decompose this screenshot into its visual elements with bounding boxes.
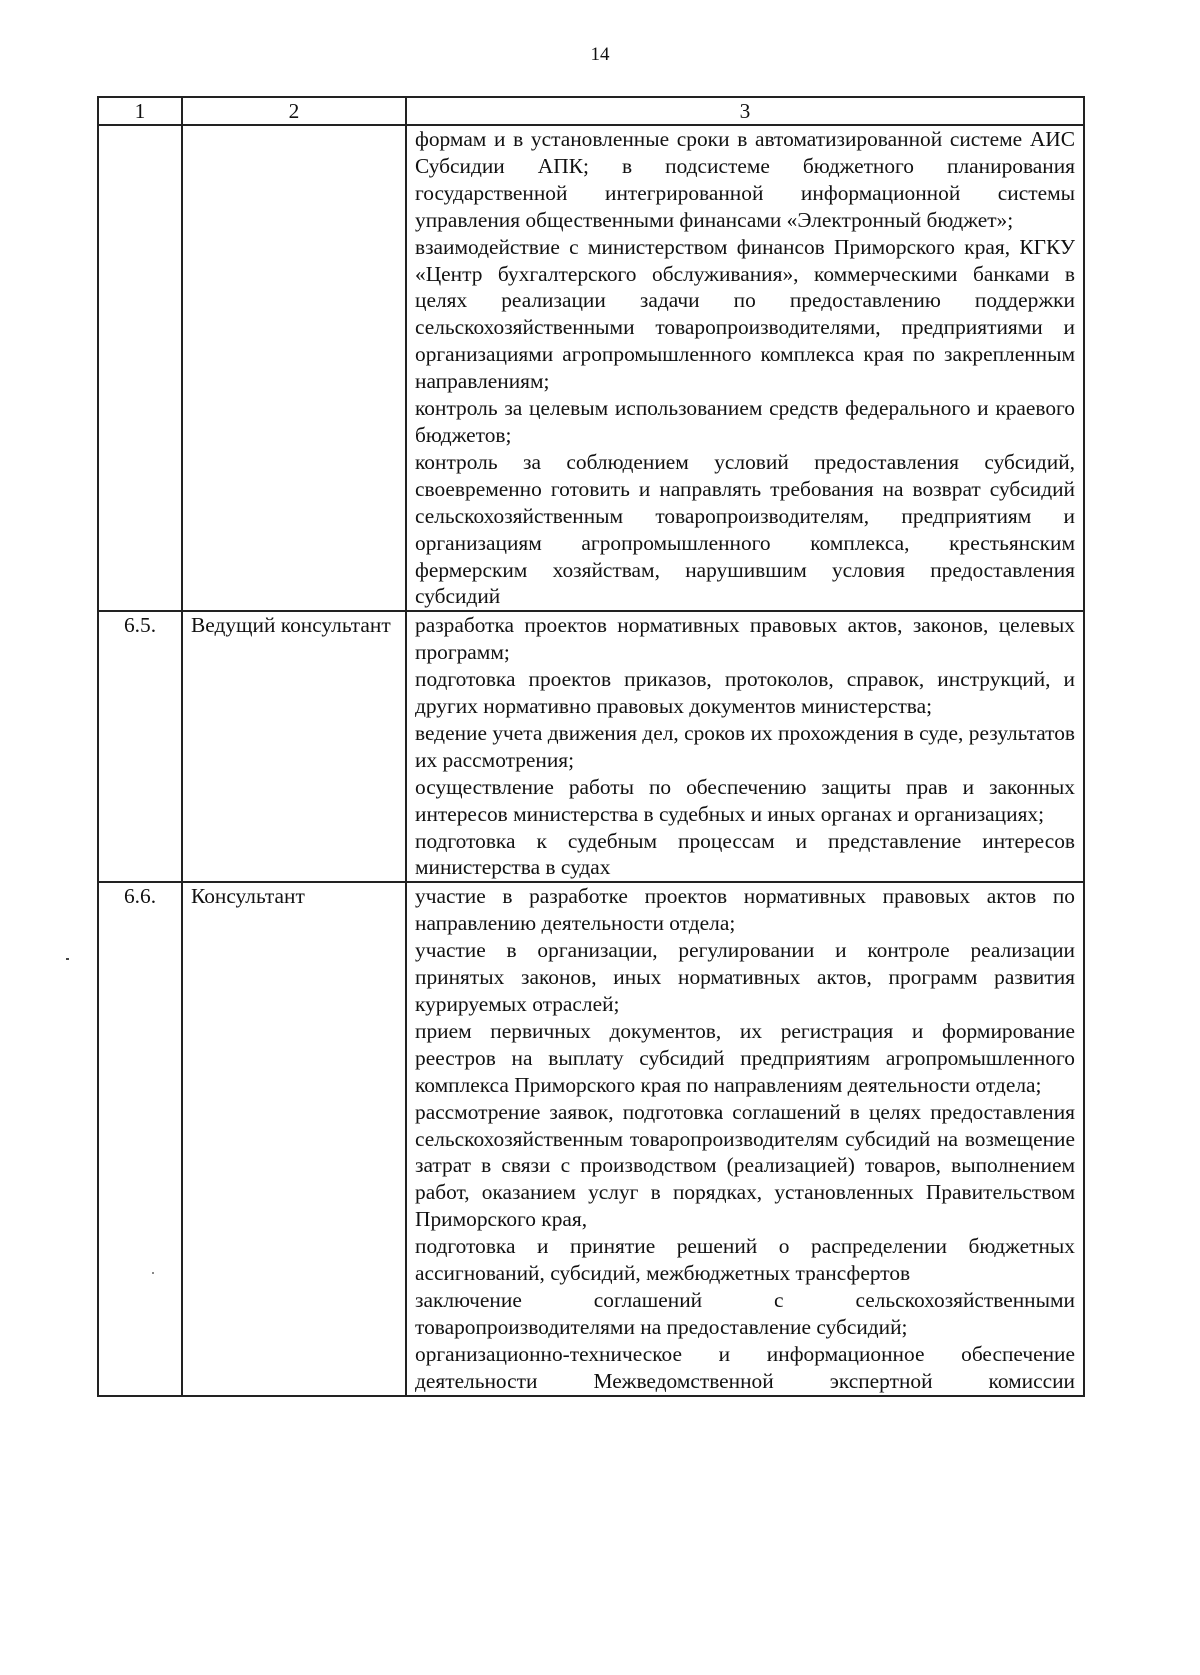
table-row <box>98 611 1084 882</box>
position-cell: Консультант <box>182 882 406 1395</box>
duties-cell <box>406 125 1084 611</box>
column-header-position: 2 <box>182 97 406 125</box>
duty-item: контроль за соблюдением условий предоставления субсидий, своевременно готовить и направлять требования на возврат субсидий сельскохозяйственным товаропроизводителям, предприятиям и организациям агропромышленного комплекса, крестьянским фермерским хозяйствам, нарушившим условия предоставления субсидий <box>415 449 1075 609</box>
duty-item: заключение соглашений с сельскохозяйственными товаропроизводителями на предоставление субсидий; <box>415 1287 1075 1339</box>
duty-item: участие в организации, регулировании и контроле реализации принятых законов, иных нормативных актов, программ развития курируемых отраслей; <box>415 938 1075 1016</box>
duties-table <box>97 96 1085 1397</box>
duty-item: подготовка проектов приказов, протоколов, справок, инструкций, и других нормативно правовых документов министерства; <box>415 667 1075 719</box>
column-header-duties: 3 <box>406 97 1084 125</box>
row-number-cell <box>98 125 182 611</box>
table-row <box>98 882 1084 1395</box>
position-cell: Ведущий консультант <box>182 611 406 882</box>
row-number-cell: 6.6. <box>98 882 182 1395</box>
duty-item: осуществление работы по обеспечению защиты прав и законных интересов министерства в судебных и иных органах и организациях; <box>415 774 1075 826</box>
duty-item: ведение учета движения дел, сроков их прохождения в суде, результатов их рассмотрения; <box>415 720 1075 772</box>
page-number: 14 <box>590 44 610 65</box>
duty-item: участие в разработке проектов нормативных правовых актов по направлению деятельности отдела; <box>415 884 1075 936</box>
position-cell <box>182 125 406 611</box>
duties-cell <box>406 882 1084 1395</box>
duty-item: взаимодействие с министерством финансов Приморского края, КГКУ «Центр бухгалтерского обслуживания», коммерческими банками в целях реализации задачи по предоставлению поддержки сельскохозяйственными товаропроизводителями, предприятиями и организациями агропромышленного комплекса края по закрепленным направлениям; <box>415 234 1075 394</box>
table-row-continuation <box>98 125 1084 611</box>
duty-item: разработка проектов нормативных правовых актов, законов, целевых программ; <box>415 613 1075 665</box>
duty-item: рассмотрение заявок, подготовка соглашений в целях предоставления сельскохозяйственным товаропроизводителям субсидий на возмещение затрат в связи с производством (реализацией) товаров, выполнением работ, оказанием услуг в порядках, установленных Правительством Приморского края, <box>415 1099 1075 1232</box>
duty-item: подготовка к судебным процессам и представление интересов министерства в судах <box>415 828 1075 880</box>
duty-item: контроль за целевым использованием средств федерального и краевого бюджетов; <box>415 396 1075 447</box>
scan-speck <box>152 1272 154 1274</box>
row-number-cell: 6.5. <box>98 611 182 882</box>
duty-item: прием первичных документов, их регистрация и формирование реестров на выплату субсидий предприятиям агропромышленного комплекса Приморского края по направлениям деятельности отдела; <box>415 1018 1075 1097</box>
scan-speck <box>66 958 69 960</box>
duty-item: формам и в установленные сроки в автоматизированной системе АИС Субсидии АПК; в подсистеме бюджетного планирования государственной интегрированной информационной системы управления общественными финансами «Электронный бюджет»; <box>415 127 1075 232</box>
duties-cell <box>406 611 1084 882</box>
duty-item: организационно-техническое и информационное обеспечение деятельности Межведомственной экспертной комиссии <box>415 1341 1075 1393</box>
table-header-row <box>98 97 1084 125</box>
column-header-number: 1 <box>98 97 182 125</box>
duty-item: подготовка и принятие решений о распределении бюджетных ассигнований, субсидий, межбюджетных трансфертов <box>415 1234 1075 1286</box>
